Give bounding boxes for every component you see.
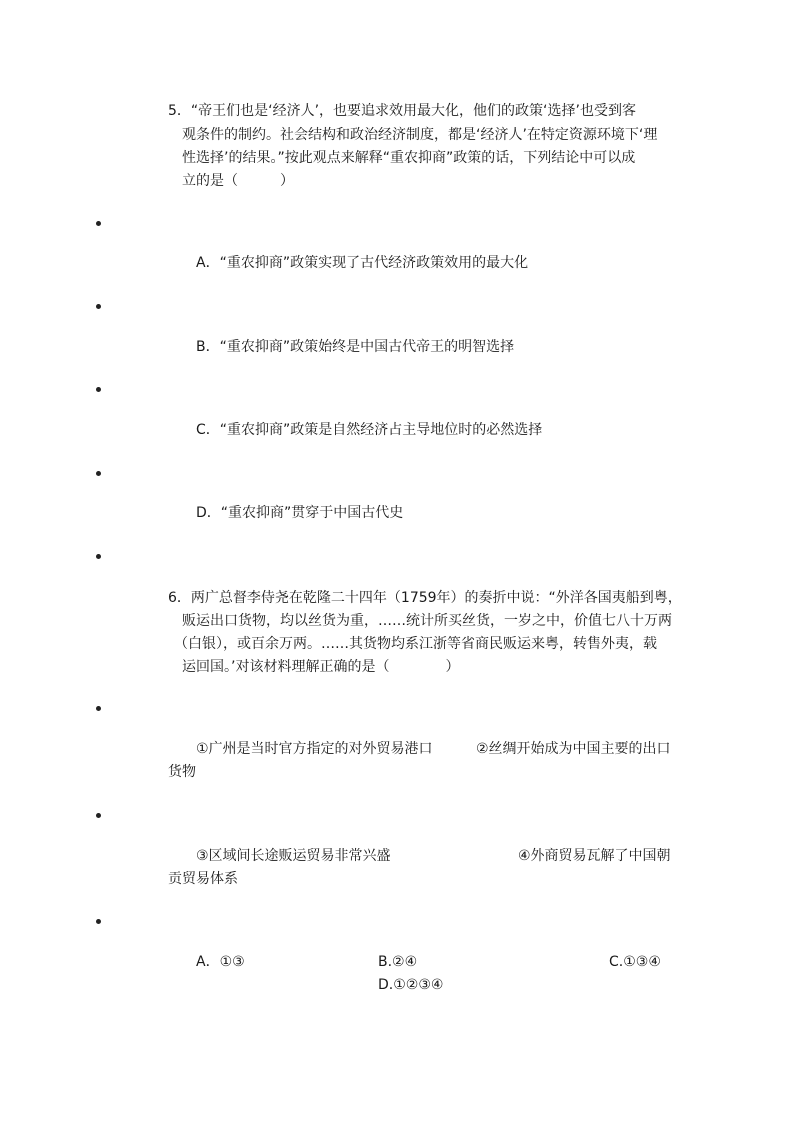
statement-2: ②丝绸开始成为中国主要的出口 [476, 741, 671, 757]
question-5-line-4: 立的是（ ） [182, 173, 294, 189]
question-5-option-a: A．“重农抑商”政策实现了古代经济政策效用的最大化 [196, 255, 529, 271]
list-bullet [96, 813, 101, 818]
list-bullet [96, 221, 101, 226]
question-5-option-b: B．“重农抑商”政策始终是中国古代帝王的明智选择 [196, 339, 515, 355]
question-5-option-d: D．“重农抑商”贯穿于中国古代史 [196, 505, 404, 521]
list-bullet [96, 387, 101, 392]
question-6-line-4: 运回国。’对该材料理解正确的是（ ） [182, 659, 460, 675]
statement-2-continued: 货物 [168, 764, 196, 780]
question-5-line-2: 观条件的制约。社会结构和政治经济制度，都是‘经济人’在特定资源环境下‘理 [182, 127, 658, 143]
question-5-option-c: C．“重农抑商”政策是自然经济占主导地位时的必然选择 [196, 422, 543, 438]
question-6-option-d: D.①②③④ [378, 977, 444, 993]
list-bullet [96, 919, 101, 924]
question-5-line-1: 5．“帝王们也是‘经济人’，也要追求效用最大化，他们的政策‘选择’也受到客 [168, 103, 636, 119]
list-bullet [96, 706, 101, 711]
question-5-line-3: 性选择’的结果。”按此观点来解释“重农抑商”政策的话，下列结论中可以成 [182, 150, 636, 166]
question-6-line-1: 6．两广总督李侍尧在乾隆二十四年（1759年）的奏折中说：“外洋各国夷船到粤， [168, 590, 682, 606]
list-bullet [96, 471, 101, 476]
question-6-line-3: （白银），或百余万两。……其货物均系江浙等省商民贩运来粤，转售外夷，载 [174, 636, 657, 652]
statement-1: ①广州是当时官方指定的对外贸易港口 [196, 741, 433, 757]
question-6-line-2: 贩运出口货物，均以丝货为重，……统计所买丝货，一岁之中，价值七八十万两 [182, 613, 672, 629]
question-6-option-b: B.②④ [378, 954, 418, 970]
list-bullet [96, 304, 101, 309]
statement-4: ④外商贸易瓦解了中国朝 [518, 848, 671, 864]
list-bullet [96, 554, 101, 559]
statement-4-continued: 贡贸易体系 [168, 871, 238, 887]
statement-3: ③区域间长途贩运贸易非常兴盛 [196, 848, 391, 864]
question-6-option-a: A．①③ [196, 954, 245, 970]
question-6-option-c: C.①③④ [609, 954, 661, 970]
